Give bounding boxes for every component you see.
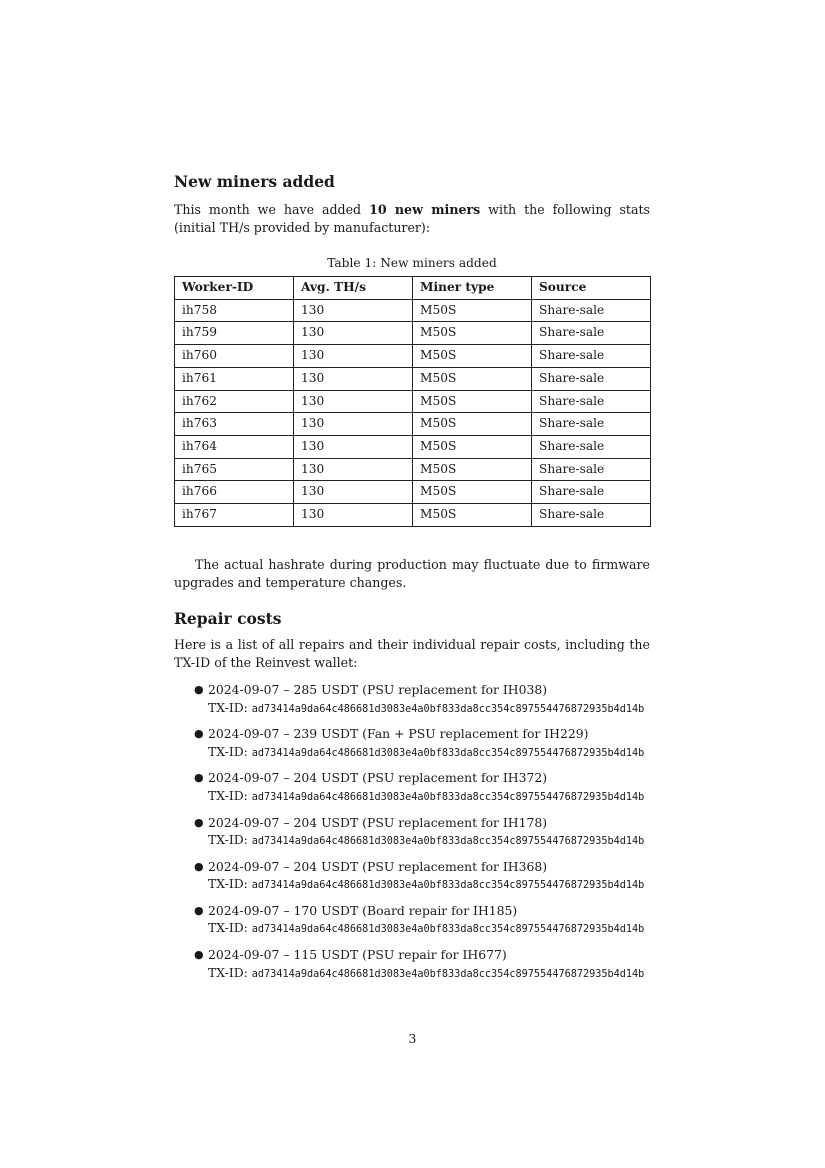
- section-heading-repair-costs: Repair costs: [174, 609, 282, 628]
- cell-miner-type: M50S: [413, 413, 532, 436]
- list-item: [174, 725, 734, 769]
- cell-source: Share-sale: [532, 458, 651, 481]
- repair-line: 2024-09-07 – 115 USDT (PSU repair for IH677): [208, 947, 507, 963]
- tx-line: [208, 787, 734, 807]
- cell-miner-type: M50S: [413, 299, 532, 322]
- header-source: Source: [532, 277, 651, 300]
- intro-text-bold: 10 new miners: [369, 202, 481, 217]
- new-miners-table: [174, 276, 651, 527]
- cell-worker-id: ih764: [175, 435, 294, 458]
- cell-worker-id: ih761: [175, 367, 294, 390]
- cell-worker-id: ih759: [175, 322, 294, 345]
- list-item: [174, 769, 734, 813]
- repair-line: 2024-09-07 – 239 USDT (Fan + PSU replacement for IH229): [208, 726, 589, 742]
- repair-line: 2024-09-07 – 285 USDT (PSU replacement for IH038): [208, 682, 548, 697]
- cell-worker-id: ih766: [175, 481, 294, 504]
- cell-worker-id: ih758: [175, 299, 294, 322]
- repair-list: [174, 681, 734, 990]
- bullet-icon: ●: [194, 771, 204, 785]
- tx-id: ad73414a9da64c486681d3083e4a0bf833da8cc354c897554476872935b4d14b: [251, 924, 645, 936]
- cell-avg-ths: 130: [294, 367, 413, 390]
- tx-label: TX-ID:: [208, 787, 252, 803]
- cell-avg-ths: 130: [294, 345, 413, 368]
- cell-source: Share-sale: [532, 413, 651, 436]
- table-row: [175, 458, 651, 481]
- repair-costs-intro: Here is a list of all repairs and their individual repair costs, including the TX-ID of the Reinvest wallet:: [174, 637, 650, 670]
- tx-label: TX-ID:: [208, 743, 252, 759]
- list-item: [174, 902, 734, 946]
- cell-worker-id: ih762: [175, 390, 294, 413]
- table-row: [175, 345, 651, 368]
- header-avg-ths: Avg. TH/s: [294, 277, 413, 300]
- cell-avg-ths: 130: [294, 435, 413, 458]
- cell-avg-ths: 130: [294, 322, 413, 345]
- cell-source: Share-sale: [532, 435, 651, 458]
- table-caption: Table 1: New miners added: [327, 256, 497, 270]
- tx-line: [208, 875, 734, 895]
- tx-label: TX-ID:: [208, 699, 252, 715]
- list-item: [174, 681, 734, 725]
- intro-text-post: with the following stats (initial TH/s provided by manufacturer):: [174, 202, 650, 235]
- tx-line: [208, 699, 734, 719]
- intro-text-pre: This month we have added: [174, 202, 370, 217]
- table-row: [175, 481, 651, 504]
- tx-line: [208, 964, 734, 984]
- new-miners-intro: [174, 201, 650, 237]
- section-heading-new-miners: New miners added: [174, 172, 335, 191]
- header-miner-type: Miner type: [413, 277, 532, 300]
- cell-miner-type: M50S: [413, 504, 532, 527]
- repair-line: 2024-09-07 – 204 USDT (PSU replacement for IH372): [208, 770, 548, 786]
- tx-line: [208, 831, 734, 851]
- cell-avg-ths: 130: [294, 299, 413, 322]
- hashrate-note: The actual hashrate during production may fluctuate due to firmware upgrades and temperature changes.: [174, 557, 650, 590]
- cell-avg-ths: 130: [294, 413, 413, 436]
- table-row: [175, 322, 651, 345]
- tx-id: ad73414a9da64c486681d3083e4a0bf833da8cc354c897554476872935b4d14b: [251, 968, 645, 980]
- tx-id: ad73414a9da64c486681d3083e4a0bf833da8cc354c897554476872935b4d14b: [251, 791, 645, 803]
- page-number: 3: [408, 1031, 417, 1046]
- repair-line: 2024-09-07 – 204 USDT (PSU replacement for IH368): [208, 858, 548, 874]
- table-row: [175, 413, 651, 436]
- bullet-icon: ●: [194, 815, 204, 829]
- tx-id: ad73414a9da64c486681d3083e4a0bf833da8cc354c897554476872935b4d14b: [251, 836, 645, 848]
- cell-worker-id: ih763: [175, 413, 294, 436]
- table-row: [175, 435, 651, 458]
- cell-source: Share-sale: [532, 390, 651, 413]
- cell-source: Share-sale: [532, 481, 651, 504]
- cell-miner-type: M50S: [413, 458, 532, 481]
- tx-id: ad73414a9da64c486681d3083e4a0bf833da8cc354c897554476872935b4d14b: [251, 747, 645, 759]
- cell-miner-type: M50S: [413, 345, 532, 368]
- cell-miner-type: M50S: [413, 481, 532, 504]
- cell-source: Share-sale: [532, 345, 651, 368]
- cell-avg-ths: 130: [294, 481, 413, 504]
- cell-miner-type: M50S: [413, 367, 532, 390]
- table-row: [175, 367, 651, 390]
- cell-avg-ths: 130: [294, 390, 413, 413]
- list-item: [174, 946, 734, 990]
- tx-label: TX-ID:: [208, 876, 252, 892]
- tx-line: [208, 743, 734, 763]
- table-row: [175, 390, 651, 413]
- tx-label: TX-ID:: [208, 964, 252, 980]
- bullet-icon: ●: [194, 727, 204, 741]
- tx-id: ad73414a9da64c486681d3083e4a0bf833da8cc354c897554476872935b4d14b: [251, 703, 645, 715]
- repair-line: 2024-09-07 – 204 USDT (PSU replacement for IH178): [208, 814, 548, 830]
- cell-worker-id: ih760: [175, 345, 294, 368]
- bullet-icon: ●: [194, 683, 204, 696]
- cell-source: Share-sale: [532, 504, 651, 527]
- tx-label: TX-ID:: [208, 832, 252, 848]
- bullet-icon: ●: [194, 948, 204, 962]
- list-item: [174, 858, 734, 902]
- cell-avg-ths: 130: [294, 504, 413, 527]
- list-item: [174, 814, 734, 858]
- cell-miner-type: M50S: [413, 390, 532, 413]
- cell-miner-type: M50S: [413, 435, 532, 458]
- repair-line: 2024-09-07 – 170 USDT (Board repair for IH185): [208, 902, 518, 918]
- table-row: [175, 299, 651, 322]
- cell-miner-type: M50S: [413, 322, 532, 345]
- tx-id: ad73414a9da64c486681d3083e4a0bf833da8cc354c897554476872935b4d14b: [251, 880, 645, 892]
- tx-line: [208, 919, 734, 939]
- bullet-icon: ●: [194, 859, 204, 873]
- table-header-row: [175, 277, 651, 300]
- table-row: [175, 504, 651, 527]
- header-worker-id: Worker-ID: [175, 277, 294, 300]
- cell-source: Share-sale: [532, 322, 651, 345]
- tx-label: TX-ID:: [208, 920, 252, 936]
- bullet-icon: ●: [194, 903, 204, 917]
- cell-source: Share-sale: [532, 299, 651, 322]
- cell-worker-id: ih767: [175, 504, 294, 527]
- cell-avg-ths: 130: [294, 458, 413, 481]
- cell-worker-id: ih765: [175, 458, 294, 481]
- cell-source: Share-sale: [532, 367, 651, 390]
